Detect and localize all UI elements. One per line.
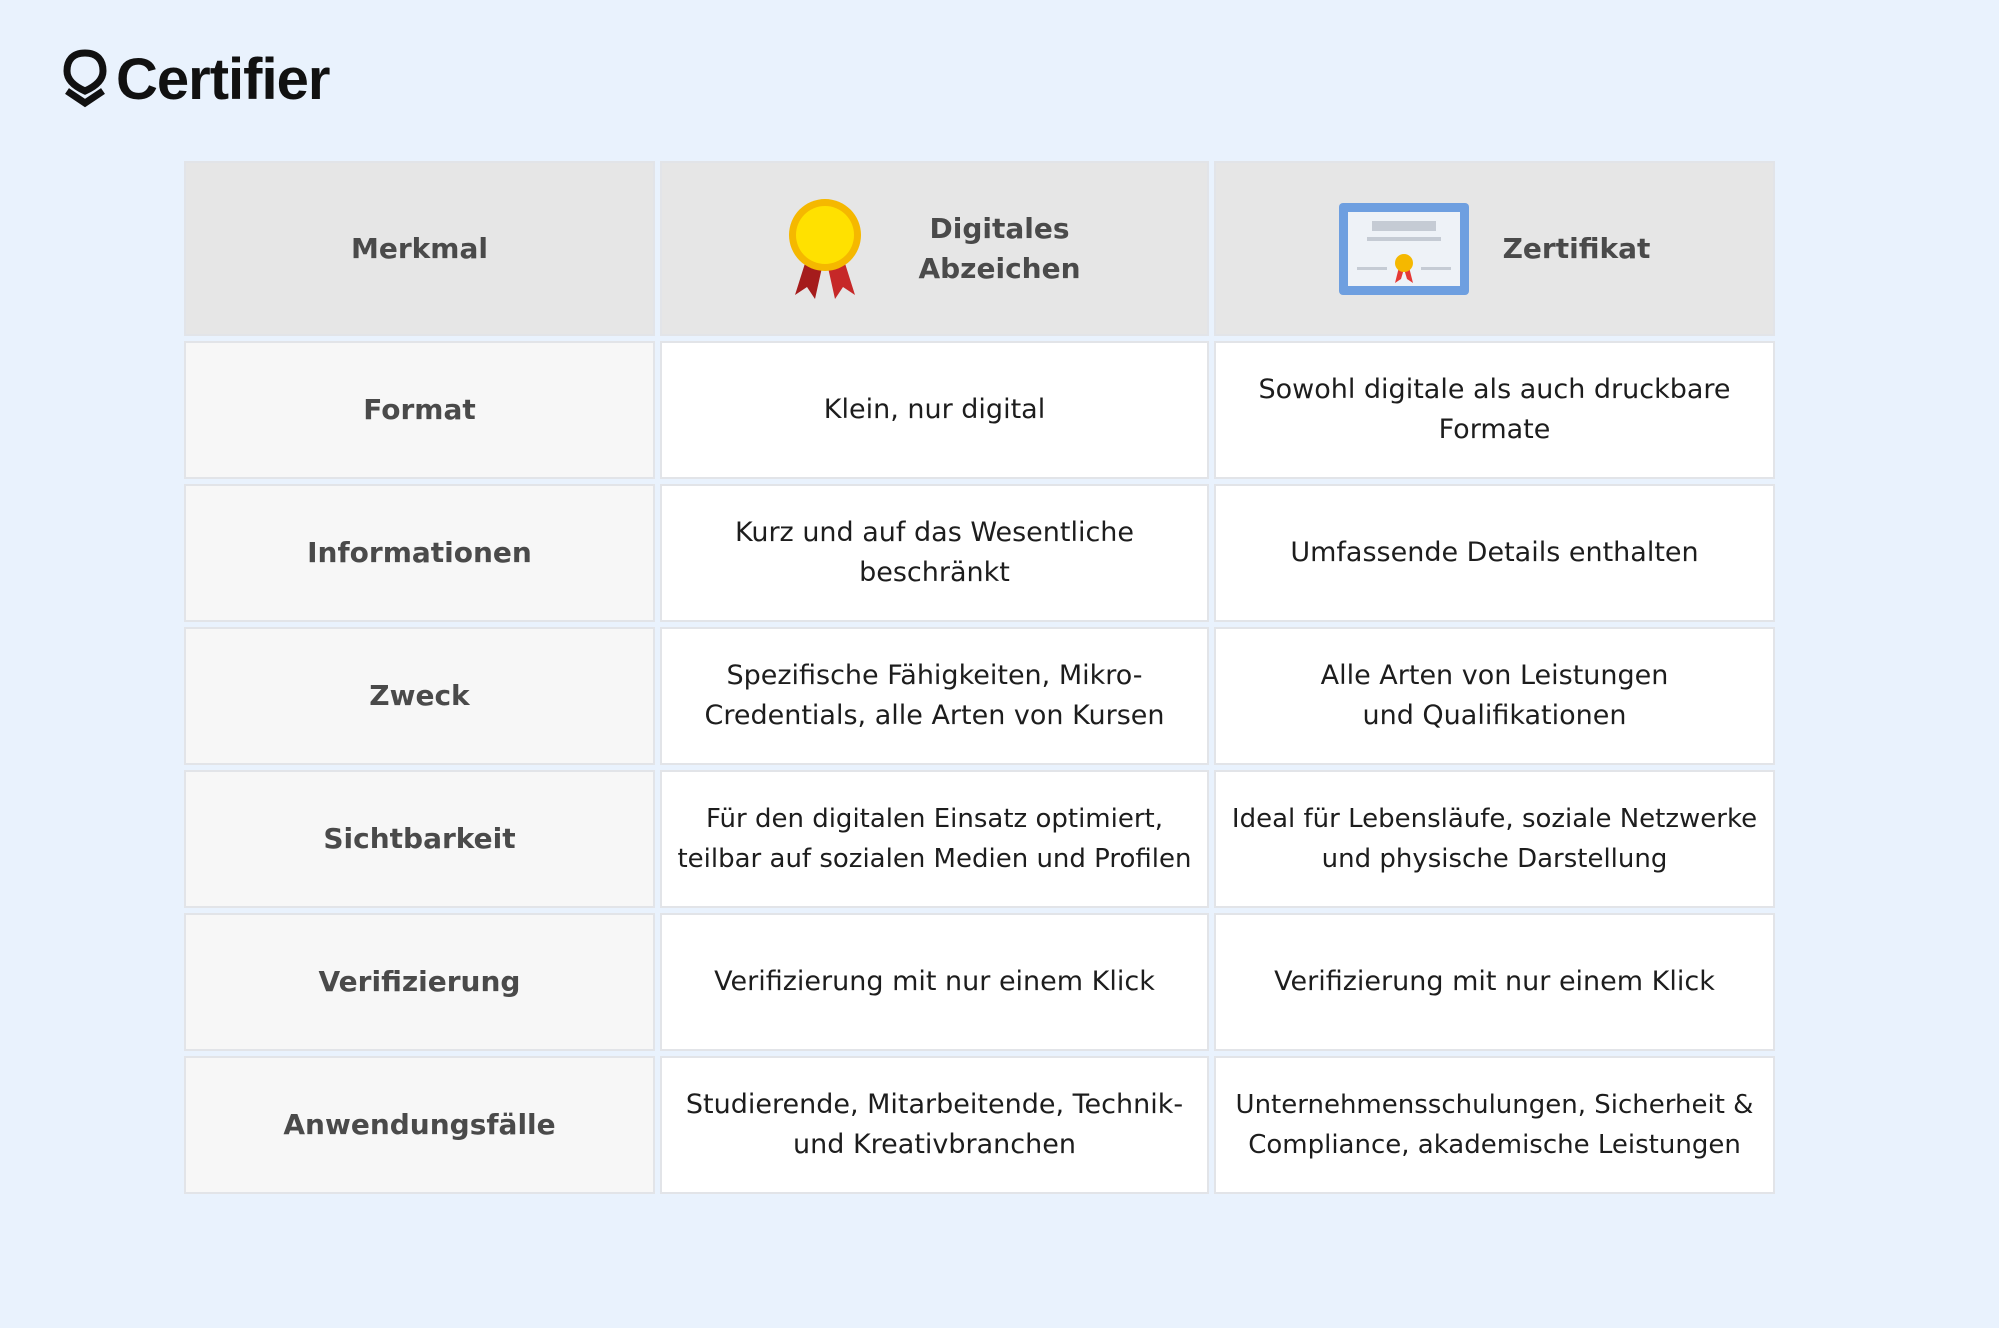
cell-text: Sowohl digitale als auch druckbare Formate: [1258, 374, 1731, 445]
badge-cell: [660, 770, 1209, 908]
cell-text: Ideal für Lebensläufe, soziale Netzwerke und physische Darstellung: [1231, 804, 1758, 874]
badge-cell: [660, 627, 1209, 765]
header-feature: [184, 161, 655, 336]
cell-text: Studierende, Mitarbeitende, Technik- und Kreativbranchen: [685, 1089, 1184, 1160]
certifier-logo-icon: [62, 49, 108, 111]
comparison-table: [184, 161, 1775, 1194]
certificate-icon: [1339, 203, 1469, 295]
cell-text: Alle Arten von Leistungen und Qualifikationen: [1320, 660, 1669, 731]
row-label: [184, 770, 655, 908]
label-text: Informationen: [307, 536, 532, 569]
header-label: Zertifikat: [1502, 231, 1651, 265]
header-digital-badge: [660, 161, 1209, 336]
label-text: Anwendungsfälle: [283, 1108, 556, 1141]
certificate-cell: [1214, 1056, 1775, 1194]
cell-text: Unternehmensschulungen, Sicherheit & Compliance, akademische Leistungen: [1235, 1090, 1754, 1160]
row-label: [184, 341, 655, 479]
header-certificate: [1214, 161, 1775, 336]
header-label: Digitales Abzeichen: [918, 211, 1081, 285]
badge-cell: [660, 341, 1209, 479]
row-label: [184, 627, 655, 765]
cell-text: Kurz und auf das Wesentliche beschränkt: [734, 517, 1135, 588]
header-label: Merkmal: [351, 231, 488, 265]
certificate-cell: [1214, 484, 1775, 622]
cell-text: Für den digitalen Einsatz optimiert, teilbar auf sozialen Medien und Profilen: [677, 804, 1192, 874]
cell-text: Verifizierung mit nur einem Klick: [1274, 966, 1715, 997]
badge-cell: [660, 913, 1209, 1051]
award-ribbon-icon: [785, 197, 865, 301]
badge-cell: [660, 484, 1209, 622]
badge-cell: [660, 1056, 1209, 1194]
certificate-cell: [1214, 913, 1775, 1051]
label-text: Sichtbarkeit: [323, 822, 516, 855]
cell-text: Umfassende Details enthalten: [1290, 537, 1699, 568]
label-text: Format: [363, 393, 476, 426]
certificate-cell: [1214, 770, 1775, 908]
cell-text: Spezifische Fähigkeiten, Mikro-Credentials, alle Arten von Kursen: [704, 660, 1165, 731]
certificate-cell: [1214, 627, 1775, 765]
cell-text: Verifizierung mit nur einem Klick: [714, 966, 1155, 997]
certificate-cell: [1214, 341, 1775, 479]
certifier-logo: [62, 46, 329, 113]
row-label: [184, 913, 655, 1051]
row-label: [184, 1056, 655, 1194]
label-text: Zweck: [369, 679, 470, 712]
cell-text: Klein, nur digital: [823, 394, 1046, 425]
brand-name: Certifier: [116, 47, 330, 112]
label-text: Verifizierung: [318, 965, 521, 998]
row-label: [184, 484, 655, 622]
